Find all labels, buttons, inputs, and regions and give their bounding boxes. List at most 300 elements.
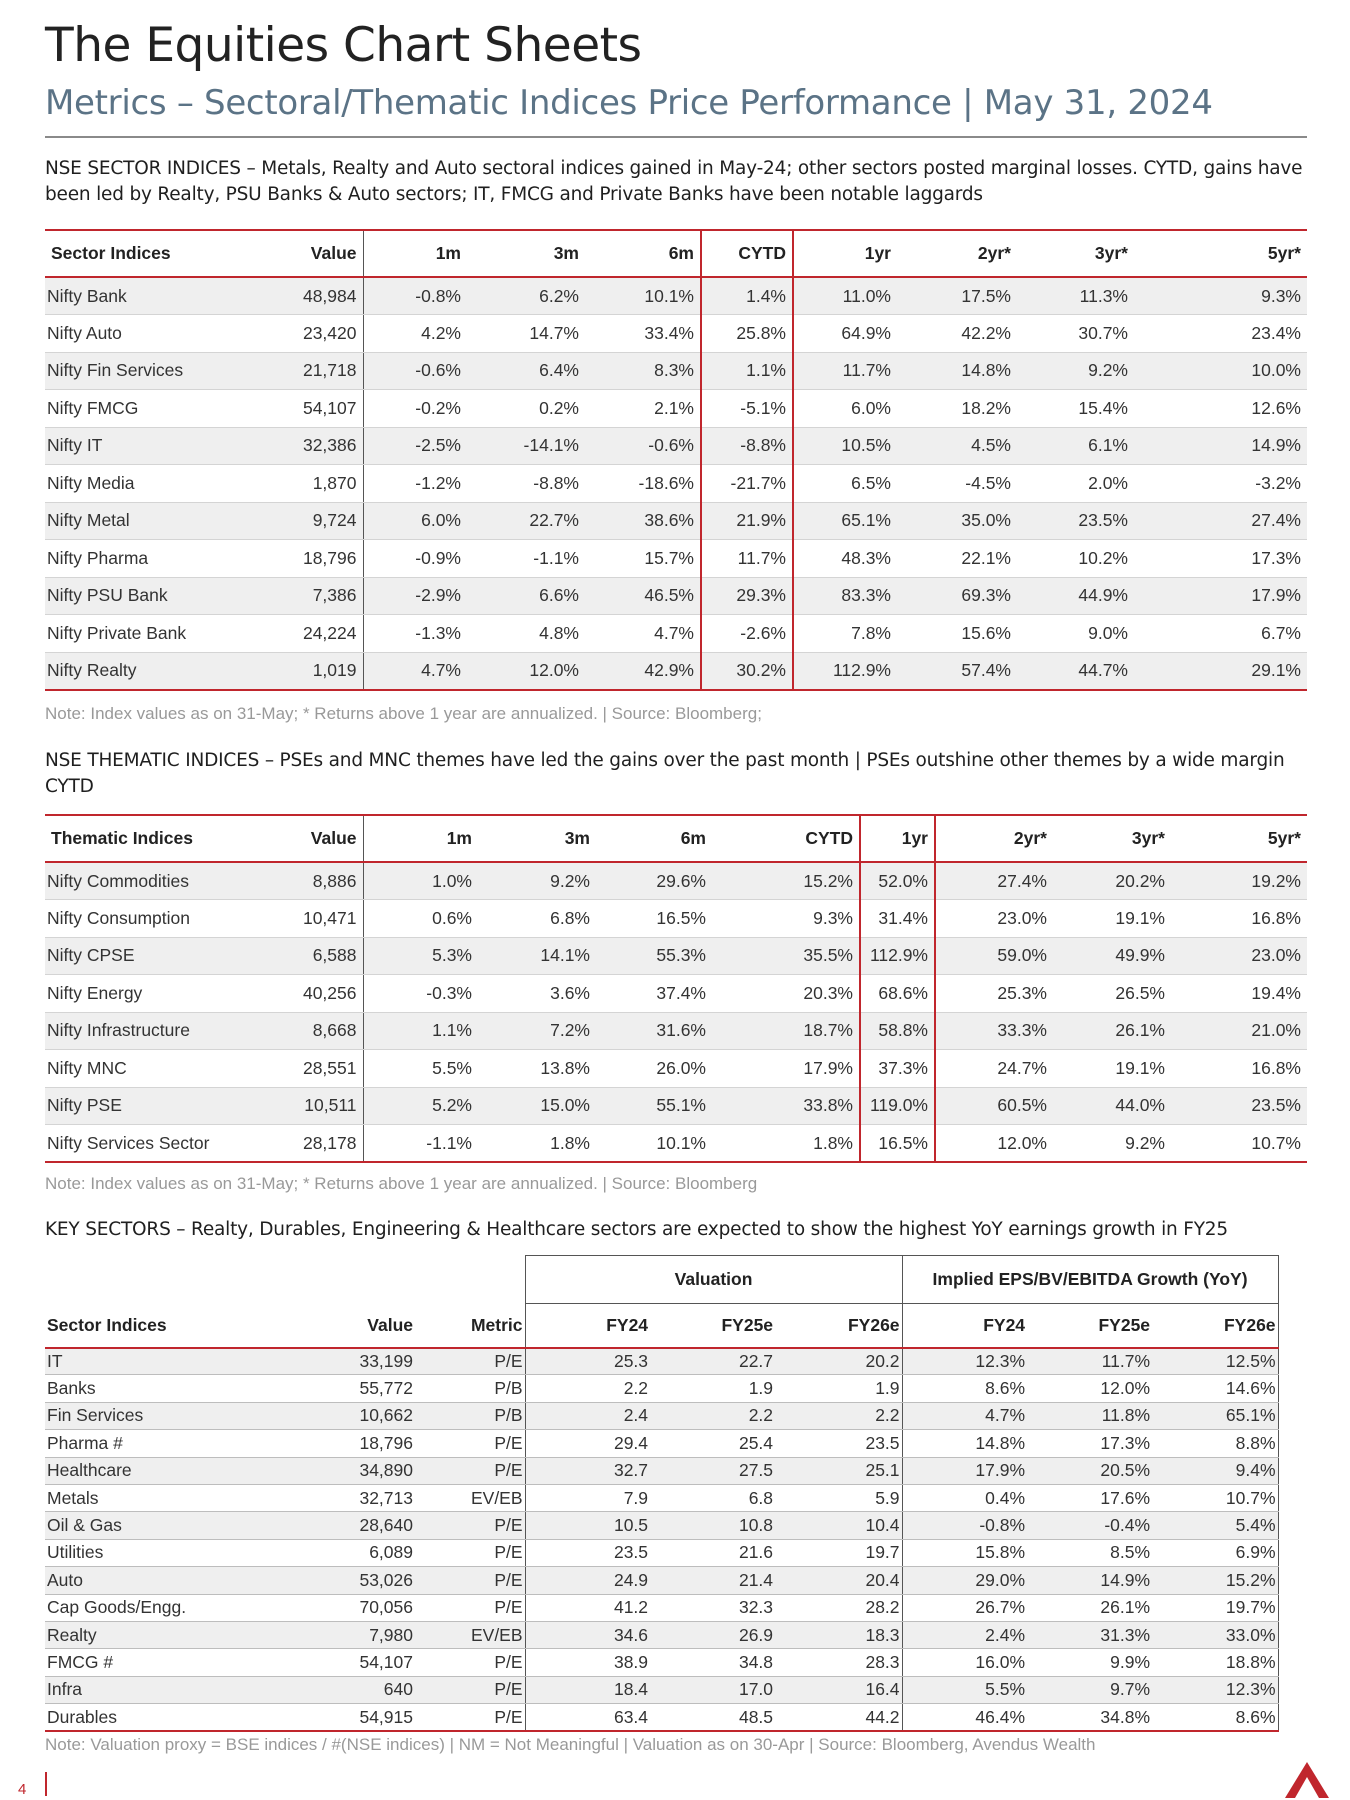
column-header-fy26e-growth: FY26e <box>1152 1304 1278 1348</box>
cell-fy24: 10.5 <box>525 1512 650 1539</box>
cell-2yr: 60.5% <box>935 1087 1053 1125</box>
cell-1yr: 10.5% <box>793 427 897 465</box>
cell-5yr: 19.2% <box>1171 862 1307 900</box>
key-sectors-heading: KEY SECTORS – Realty, Durables, Engineering & Healthcare sectors are expected to show the highest YoY earnings growth in FY25 <box>45 1219 1228 1240</box>
cell-fy25e: 22.7 <box>650 1348 775 1375</box>
cell-fy26e: 19.7% <box>1152 1594 1278 1621</box>
cell-6m: 10.1% <box>656 1132 706 1153</box>
cell-cytd: 25.8% <box>701 315 793 353</box>
cell-fy24: 0.4% <box>902 1484 1027 1511</box>
cell-3yr: 15.4% <box>1017 390 1134 428</box>
cell-3m: 6.2% <box>467 277 585 315</box>
cell-2yr: 4.5% <box>897 427 1017 465</box>
cell-value: 7,980 <box>255 1621 415 1648</box>
table-row <box>45 577 1307 615</box>
cell-fy25e: -0.4% <box>1027 1512 1152 1539</box>
page-number: 4 <box>18 1781 27 1798</box>
cell-1m: -0.9% <box>363 540 467 578</box>
cell-value: 54,107 <box>215 390 363 428</box>
cell-value: 1,870 <box>215 465 363 503</box>
cell-fy24: 4.7% <box>902 1402 1027 1429</box>
cell-3yr: 9.0% <box>1017 615 1134 653</box>
cell-fy26e: 18.3 <box>775 1621 902 1648</box>
cell-3yr: 2.0% <box>1017 465 1134 503</box>
cell-3yr: 9.2% <box>1017 352 1134 390</box>
cell-1yr: 65.1% <box>793 502 897 540</box>
sector-name-cell: Infra <box>45 1676 255 1703</box>
table-row <box>45 1567 1278 1594</box>
cell-3yr: 44.7% <box>1078 660 1128 680</box>
cell-fy24: 18.4 <box>525 1676 650 1703</box>
cell-fy26e: 14.6% <box>1152 1375 1278 1402</box>
cell-1m: -0.3% <box>363 975 478 1013</box>
cell-fy26e: 5.9 <box>775 1484 902 1511</box>
cell-3m: 14.1% <box>478 937 596 975</box>
table-row <box>45 315 1307 353</box>
cell-1m: -1.1% <box>426 1132 472 1153</box>
cell-fy25e: 14.9% <box>1027 1567 1152 1594</box>
cell-2yr: 12.0% <box>997 1132 1047 1153</box>
cell-fy26e: 16.4 <box>775 1676 902 1703</box>
cell-metric: P/E <box>415 1457 525 1484</box>
cell-value: 7,386 <box>215 577 363 615</box>
cell-2yr: 14.8% <box>897 352 1017 390</box>
cell-3yr: 30.7% <box>1017 315 1134 353</box>
cell-metric: P/E <box>415 1567 525 1594</box>
cell-2yr: 17.5% <box>897 277 1017 315</box>
cell-3m: 6.4% <box>467 352 585 390</box>
cell-3m: 6.6% <box>467 577 585 615</box>
cell-1yr: 119.0% <box>860 1087 935 1125</box>
cell-fy26e: 44.2 <box>775 1704 902 1731</box>
column-header-fy26e-valuation: FY26e <box>775 1304 902 1348</box>
cell-6m: 42.9% <box>644 660 694 680</box>
cell-metric: P/E <box>415 1348 525 1375</box>
cell-cytd: 18.7% <box>712 1012 860 1050</box>
cell-fy24: 29.4 <box>525 1430 650 1457</box>
column-header-5yr: 5yr* <box>1171 815 1307 862</box>
table-row <box>45 937 1307 975</box>
index-name-cell: Nifty Media <box>45 465 215 503</box>
cell-fy26e: 12.3% <box>1152 1676 1278 1703</box>
index-name-cell: Nifty Private Bank <box>45 615 215 653</box>
cell-3m: -1.1% <box>467 540 585 578</box>
cell-value: 6,089 <box>255 1539 415 1566</box>
cell-3yr: 44.0% <box>1053 1087 1171 1125</box>
page-number-bar <box>45 1772 47 1796</box>
cell-3m: 15.0% <box>478 1087 596 1125</box>
cell-1m: -0.2% <box>363 390 467 428</box>
cell-1yr: 52.0% <box>860 862 935 900</box>
cell-cytd: 17.9% <box>712 1050 860 1088</box>
cell-5yr: 21.0% <box>1171 1012 1307 1050</box>
cell-value: 70,056 <box>255 1594 415 1621</box>
column-header-metric: Metric <box>415 1304 525 1348</box>
sector-name-cell: Durables <box>45 1704 255 1731</box>
cell-cytd: 11.7% <box>701 540 793 578</box>
cell-value: 34,890 <box>255 1457 415 1484</box>
index-name-cell: Nifty Services Sector <box>47 1132 210 1153</box>
group-growth: Implied EPS/BV/EBITDA Growth (YoY) <box>902 1256 1278 1304</box>
cell-6m: 15.7% <box>585 540 701 578</box>
cell-fy24: 7.9 <box>525 1484 650 1511</box>
cell-fy24: 32.7 <box>525 1457 650 1484</box>
cell-3m: -14.1% <box>467 427 585 465</box>
cell-fy25e: 11.8% <box>1027 1402 1152 1429</box>
cell-fy24: 5.5% <box>902 1676 1027 1703</box>
cell-3m: 12.0% <box>529 660 579 680</box>
index-name-cell: Nifty Consumption <box>45 900 215 938</box>
table-row <box>45 652 1307 690</box>
cell-5yr: 23.0% <box>1171 937 1307 975</box>
cell-1yr: 68.6% <box>860 975 935 1013</box>
sector-name-cell: Cap Goods/Engg. <box>45 1594 255 1621</box>
cell-value: 21,718 <box>215 352 363 390</box>
index-name-cell: Nifty Bank <box>45 277 215 315</box>
cell-5yr: 23.5% <box>1171 1087 1307 1125</box>
column-header-sector-indices: Sector Indices <box>45 1304 255 1348</box>
table-row <box>45 615 1307 653</box>
sector-name-cell: Healthcare <box>45 1457 255 1484</box>
column-header-3yr: 3yr* <box>1017 230 1134 277</box>
table-row <box>45 1375 1278 1402</box>
cell-fy24: 14.8% <box>902 1430 1027 1457</box>
cell-3yr: 19.1% <box>1053 900 1171 938</box>
cell-fy25e: 34.8 <box>650 1649 775 1676</box>
column-header-2yr: 2yr* <box>897 230 1017 277</box>
cell-fy26e: 12.5% <box>1152 1348 1278 1375</box>
cell-2yr: 42.2% <box>897 315 1017 353</box>
cell-5yr: 27.4% <box>1134 502 1307 540</box>
cell-value: 32,713 <box>255 1484 415 1511</box>
cell-value: 53,026 <box>255 1567 415 1594</box>
cell-value: 8,886 <box>215 862 363 900</box>
table-header-row <box>45 230 1307 277</box>
cell-value: 10,511 <box>215 1087 363 1125</box>
cell-6m: 55.3% <box>596 937 712 975</box>
cell-1m: -2.5% <box>363 427 467 465</box>
cell-1m: 1.0% <box>363 862 478 900</box>
cell-fy26e: 10.7% <box>1152 1484 1278 1511</box>
cell-6m: 29.6% <box>596 862 712 900</box>
cell-fy26e: 15.2% <box>1152 1567 1278 1594</box>
cell-value: 10,471 <box>215 900 363 938</box>
thematic-note: Note: Index values as on 31-May; * Returns above 1 year are annualized. | Source: Bloomberg <box>45 1174 758 1193</box>
cell-6m: 38.6% <box>585 502 701 540</box>
cell-1yr: 16.5% <box>860 1125 935 1163</box>
column-header-1m: 1m <box>363 230 467 277</box>
cell-fy25e: 8.5% <box>1027 1539 1152 1566</box>
cell-value: 9,724 <box>215 502 363 540</box>
cell-value: 6,588 <box>215 937 363 975</box>
table-row <box>45 1457 1278 1484</box>
cell-metric: P/E <box>415 1704 525 1731</box>
table-row <box>45 390 1307 428</box>
brand-logo-icon <box>1285 1762 1329 1798</box>
cell-5yr: 17.3% <box>1134 540 1307 578</box>
cell-2yr: 18.2% <box>897 390 1017 428</box>
cell-value: 24,224 <box>215 615 363 653</box>
cell-cytd: 1.8% <box>813 1132 853 1153</box>
sector-name-cell: FMCG # <box>45 1649 255 1676</box>
cell-5yr: 12.6% <box>1134 390 1307 428</box>
cell-6m: 31.6% <box>596 1012 712 1050</box>
cell-1m: 5.2% <box>363 1087 478 1125</box>
cell-fy24: 2.2 <box>525 1375 650 1402</box>
index-name-cell: Nifty FMCG <box>45 390 215 428</box>
sector-name-cell: IT <box>45 1348 255 1375</box>
cell-1yr: 58.8% <box>860 1012 935 1050</box>
cell-5yr: 19.4% <box>1171 975 1307 1013</box>
cell-fy24: 29.0% <box>902 1567 1027 1594</box>
column-header-fy25e-growth: FY25e <box>1027 1304 1152 1348</box>
cell-2yr: 69.3% <box>897 577 1017 615</box>
column-header-1yr: 1yr <box>793 230 897 277</box>
cell-2yr: 57.4% <box>961 660 1011 680</box>
column-header-value: Value <box>215 815 363 862</box>
cell-3yr: 10.2% <box>1017 540 1134 578</box>
sector-name-cell: Realty <box>45 1621 255 1648</box>
cell-5yr: 23.4% <box>1134 315 1307 353</box>
column-header-5yr: 5yr* <box>1134 230 1307 277</box>
table-row <box>45 502 1307 540</box>
table-row <box>45 900 1307 938</box>
sector-name-cell: Oil & Gas <box>45 1512 255 1539</box>
cell-fy25e: 17.0 <box>650 1676 775 1703</box>
index-name-cell: Nifty Realty <box>47 660 137 680</box>
table-row <box>45 1012 1307 1050</box>
cell-fy25e: 21.4 <box>650 1567 775 1594</box>
index-name-cell: Nifty PSE <box>45 1087 215 1125</box>
sector-name-cell: Utilities <box>45 1539 255 1566</box>
cell-3m: 7.2% <box>478 1012 596 1050</box>
cell-fy26e: 6.9% <box>1152 1539 1278 1566</box>
cell-metric: P/E <box>415 1430 525 1457</box>
cell-2yr: 33.3% <box>935 1012 1053 1050</box>
cell-2yr: -4.5% <box>897 465 1017 503</box>
cell-fy26e: 1.9 <box>775 1375 902 1402</box>
cell-5yr: 14.9% <box>1134 427 1307 465</box>
table-row <box>45 352 1307 390</box>
table-row <box>45 1087 1307 1125</box>
column-header-3yr: 3yr* <box>1053 815 1171 862</box>
cell-fy24: 15.8% <box>902 1539 1027 1566</box>
cell-1yr: 64.9% <box>793 315 897 353</box>
cell-fy24: 2.4 <box>525 1402 650 1429</box>
thematic-heading: NSE THEMATIC INDICES – PSEs and MNC themes have led the gains over the past month | PSEs outshine other themes by a wide margin CYTD <box>45 750 1285 797</box>
cell-fy24: -0.8% <box>902 1512 1027 1539</box>
cell-6m: 26.0% <box>596 1050 712 1088</box>
cell-fy24: 12.3% <box>902 1348 1027 1375</box>
column-header-sector-indices: Sector Indices <box>45 230 215 277</box>
cell-fy26e: 65.1% <box>1152 1402 1278 1429</box>
cell-1m: -0.8% <box>363 277 467 315</box>
cell-fy25e: 21.6 <box>650 1539 775 1566</box>
sector-name-cell: Metals <box>45 1484 255 1511</box>
cell-6m: 55.1% <box>596 1087 712 1125</box>
cell-cytd: 1.1% <box>701 352 793 390</box>
cell-3yr: 49.9% <box>1053 937 1171 975</box>
cell-value: 640 <box>255 1676 415 1703</box>
cell-1m: -0.6% <box>363 352 467 390</box>
cell-1m: -1.3% <box>363 615 467 653</box>
table-header-row <box>45 1304 1278 1348</box>
cell-2yr: 25.3% <box>935 975 1053 1013</box>
cell-value: 48,984 <box>215 277 363 315</box>
cell-1m: 0.6% <box>363 900 478 938</box>
key-sectors-table <box>45 1255 1279 1732</box>
cell-3m: 4.8% <box>467 615 585 653</box>
cell-fy26e: 33.0% <box>1152 1621 1278 1648</box>
cell-1yr: 11.7% <box>793 352 897 390</box>
table-row <box>45 540 1307 578</box>
cell-3m: 3.6% <box>478 975 596 1013</box>
index-name-cell: Nifty MNC <box>45 1050 215 1088</box>
cell-3m: 0.2% <box>467 390 585 428</box>
index-name-cell: Nifty Infrastructure <box>45 1012 215 1050</box>
cell-fy26e: 28.2 <box>775 1594 902 1621</box>
cell-5yr: 9.3% <box>1134 277 1307 315</box>
cell-1m: 1.1% <box>363 1012 478 1050</box>
cell-3m: 22.7% <box>467 502 585 540</box>
cell-6m: 33.4% <box>585 315 701 353</box>
table-row <box>45 1594 1278 1621</box>
cell-value: 33,199 <box>255 1348 415 1375</box>
cell-cytd: 35.5% <box>712 937 860 975</box>
cell-value: 54,915 <box>255 1704 415 1731</box>
index-name-cell: Nifty PSU Bank <box>45 577 215 615</box>
title-divider <box>45 136 1307 138</box>
cell-fy25e: 6.8 <box>650 1484 775 1511</box>
cell-1m: 4.2% <box>363 315 467 353</box>
cell-cytd: 29.3% <box>701 577 793 615</box>
cell-fy25e: 9.9% <box>1027 1649 1152 1676</box>
cell-1yr: 7.8% <box>793 615 897 653</box>
table-row <box>45 1676 1278 1703</box>
cell-metric: P/E <box>415 1676 525 1703</box>
cell-3yr: 9.2% <box>1125 1132 1165 1153</box>
cell-5yr: 10.7% <box>1251 1132 1301 1153</box>
sector-name-cell: Pharma # <box>45 1430 255 1457</box>
cell-5yr: 17.9% <box>1134 577 1307 615</box>
cell-fy24: 17.9% <box>902 1457 1027 1484</box>
cell-fy26e: 5.4% <box>1152 1512 1278 1539</box>
cell-1m: 4.7% <box>421 660 461 680</box>
cell-fy25e: 9.7% <box>1027 1676 1152 1703</box>
cell-1yr: 48.3% <box>793 540 897 578</box>
cell-value: 28,178 <box>215 1125 363 1163</box>
cell-value: 8,668 <box>215 1012 363 1050</box>
table-row <box>45 1649 1278 1676</box>
cell-fy26e: 8.6% <box>1152 1704 1278 1731</box>
index-name-cell: Nifty Pharma <box>45 540 215 578</box>
cell-5yr: 29.1% <box>1251 660 1301 680</box>
cell-value: 23,420 <box>215 315 363 353</box>
cell-value: 32,386 <box>215 427 363 465</box>
index-name-cell: Nifty Metal <box>45 502 215 540</box>
cell-6m: 4.7% <box>585 615 701 653</box>
cell-6m: -18.6% <box>585 465 701 503</box>
sector-name-cell: Fin Services <box>45 1402 255 1429</box>
cell-fy25e: 1.9 <box>650 1375 775 1402</box>
cell-fy26e: 8.8% <box>1152 1430 1278 1457</box>
cell-1m: 6.0% <box>363 502 467 540</box>
cell-fy26e: 23.5 <box>775 1430 902 1457</box>
cell-fy24: 34.6 <box>525 1621 650 1648</box>
cell-fy24: 24.9 <box>525 1567 650 1594</box>
table-header-row <box>45 815 1307 862</box>
cell-cytd: 1.4% <box>701 277 793 315</box>
cell-fy26e: 9.4% <box>1152 1457 1278 1484</box>
cell-fy24: 46.4% <box>902 1704 1027 1731</box>
group-valuation: Valuation <box>525 1256 902 1304</box>
table-row <box>45 1348 1278 1375</box>
column-header-thematic-indices: Thematic Indices <box>45 815 215 862</box>
cell-cytd: -21.7% <box>701 465 793 503</box>
cell-value: 40,256 <box>215 975 363 1013</box>
cell-3yr: 44.9% <box>1017 577 1134 615</box>
table-row <box>45 1050 1307 1088</box>
sector-note: Note: Index values as on 31-May; * Returns above 1 year are annualized. | Source: Bloomberg; <box>45 704 762 723</box>
column-header-fy25e-valuation: FY25e <box>650 1304 775 1348</box>
cell-2yr: 24.7% <box>935 1050 1053 1088</box>
index-name-cell: Nifty Energy <box>45 975 215 1013</box>
cell-2yr: 22.1% <box>897 540 1017 578</box>
cell-5yr: 16.8% <box>1171 900 1307 938</box>
table-row <box>45 427 1307 465</box>
cell-fy24: 41.2 <box>525 1594 650 1621</box>
cell-fy25e: 26.1% <box>1027 1594 1152 1621</box>
cell-1m: -2.9% <box>363 577 467 615</box>
cell-2yr: 15.6% <box>897 615 1017 653</box>
cell-fy24: 8.6% <box>902 1375 1027 1402</box>
cell-2yr: 27.4% <box>935 862 1053 900</box>
cell-5yr: 10.0% <box>1134 352 1307 390</box>
cell-value: 55,772 <box>255 1375 415 1402</box>
cell-6m: 46.5% <box>585 577 701 615</box>
cell-3yr: 6.1% <box>1017 427 1134 465</box>
cell-cytd: -5.1% <box>701 390 793 428</box>
cell-fy25e: 26.9 <box>650 1621 775 1648</box>
cell-1yr: 11.0% <box>793 277 897 315</box>
cell-2yr: 59.0% <box>935 937 1053 975</box>
cell-1yr: 83.3% <box>793 577 897 615</box>
cell-fy25e: 32.3 <box>650 1594 775 1621</box>
cell-cytd: 21.9% <box>701 502 793 540</box>
cell-6m: 16.5% <box>596 900 712 938</box>
cell-metric: P/E <box>415 1512 525 1539</box>
table-row <box>45 1125 1307 1163</box>
column-header-1yr: 1yr <box>860 815 935 862</box>
cell-3m: 1.8% <box>550 1132 590 1153</box>
cell-metric: EV/EB <box>415 1621 525 1648</box>
table-row <box>45 1430 1278 1457</box>
cell-3m: -8.8% <box>467 465 585 503</box>
group-spacer <box>45 1256 525 1304</box>
cell-3m: 14.7% <box>467 315 585 353</box>
sector-name-cell: Auto <box>45 1567 255 1594</box>
cell-fy24: 25.3 <box>525 1348 650 1375</box>
cell-1yr: 6.5% <box>793 465 897 503</box>
cell-value: 28,640 <box>255 1512 415 1539</box>
cell-metric: P/B <box>415 1402 525 1429</box>
column-header-2yr: 2yr* <box>935 815 1053 862</box>
cell-value: 18,796 <box>255 1430 415 1457</box>
cell-metric: EV/EB <box>415 1484 525 1511</box>
column-header-3m: 3m <box>467 230 585 277</box>
cell-cytd: 15.2% <box>712 862 860 900</box>
cell-3m: 6.8% <box>478 900 596 938</box>
